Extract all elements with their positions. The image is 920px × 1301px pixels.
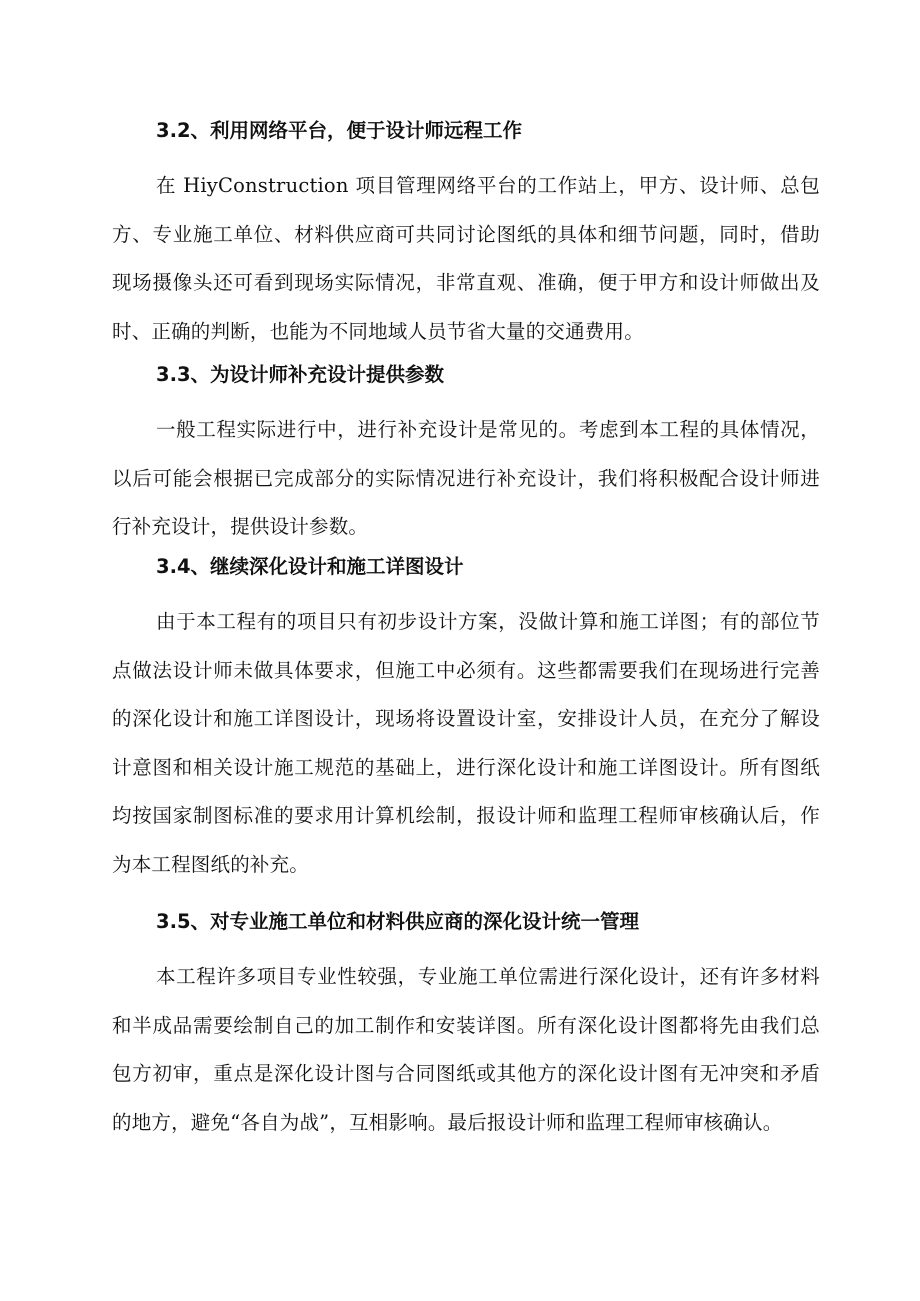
section-paragraph: 由于本工程有的项目只有初步设计方案，没做计算和施工详图；有的部位节点做法设计师未做具体要求，但施工中必须有。这些都需要我们在现场进行完善的深化设计和施工详图设计，现场将设置设计室，安排设计人员，在充分了解设计意图和相关设计施工规范的基础上，进行深化设计和施工详图设计。所有图纸均按国家制图标准的要求用计算机绘制，报设计师和监理工程师审核确认后，作为本工程图纸的补充。: [112, 610, 820, 876]
section-heading: 3.3、为设计师补充设计提供参数: [156, 363, 445, 386]
section-heading: 3.4、继续深化设计和施工详图设计: [156, 555, 464, 578]
section-3-4: [112, 554, 820, 890]
section-3-5: [112, 909, 820, 1147]
section-heading: 3.5、对专业施工单位和材料供应商的深化设计统一管理: [156, 910, 640, 933]
section-heading: 3.2、利用网络平台，便于设计师远程工作: [156, 119, 523, 142]
section-paragraph: 一般工程实际进行中，进行补充设计是常见的。考虑到本工程的具体情况，以后可能会根据已完成部分的实际情况进行补充设计，我们将积极配合设计师进行补充设计，提供设计参数。: [112, 418, 820, 539]
section-paragraph: 在 HiyConstruction 项目管理网络平台的工作站上，甲方、设计师、总包方、专业施工单位、材料供应商可共同讨论图纸的具体和细节问题，同时，借助现场摄像头还可看到现场实际情况，非常直观、准确，便于甲方和设计师做出及时、正确的判断，也能为不同地域人员节省大量的交通费用。: [112, 174, 820, 343]
section-paragraph: 本工程许多项目专业性较强，专业施工单位需进行深化设计，还有许多材料和半成品需要绘制自己的加工制作和安装详图。所有深化设计图都将先由我们总包方初审，重点是深化设计图与合同图纸或其他方的深化设计图有无冲突和矛盾的地方，避免“各自为战”，互相影响。最后报设计师和监理工程师审核确认。: [112, 965, 820, 1134]
section-3-3: [112, 362, 820, 552]
section-3-2: [112, 118, 820, 356]
